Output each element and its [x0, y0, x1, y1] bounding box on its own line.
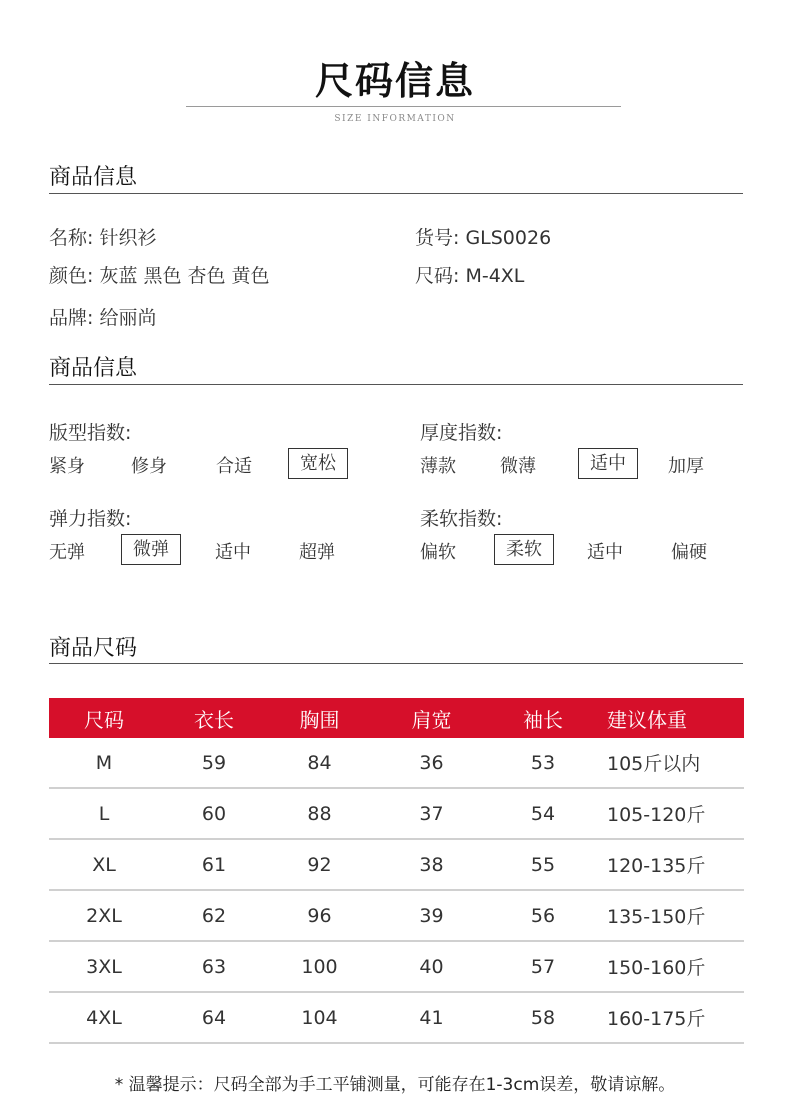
- table-cell: 54: [493, 788, 593, 839]
- title-divider: [186, 106, 621, 107]
- table-header-cell: 衣长: [159, 698, 269, 738]
- table-row: [49, 992, 744, 1043]
- product-sizes: 尺码: M-4XL: [415, 265, 525, 287]
- elasticity-option-selected: 微弹: [121, 534, 181, 565]
- fit-option: 修身: [131, 456, 167, 477]
- table-cell: 105-120斤: [593, 788, 744, 839]
- fit-option: 合适: [216, 456, 252, 477]
- section-title-size-table: 商品尺码: [49, 636, 138, 661]
- product-colors: 颜色: 灰蓝 黑色 杏色 黄色: [49, 265, 270, 287]
- table-cell: L: [49, 788, 159, 839]
- product-item-no: 货号: GLS0026: [415, 227, 552, 249]
- table-cell: 55: [493, 839, 593, 890]
- table-row: [49, 788, 744, 839]
- page-subtitle: SIZE INFORMATION: [334, 114, 456, 124]
- table-cell: 36: [370, 738, 493, 788]
- table-header-row: [49, 698, 744, 738]
- table-cell: 84: [269, 738, 370, 788]
- table-cell: 120-135斤: [593, 839, 744, 890]
- thickness-index-label: 厚度指数:: [420, 422, 503, 444]
- softness-option: 适中: [587, 542, 623, 563]
- table-cell: 58: [493, 992, 593, 1043]
- table-cell: 150-160斤: [593, 941, 744, 992]
- table-header-cell: 尺码: [49, 698, 159, 738]
- elasticity-option: 无弹: [49, 542, 85, 563]
- section-divider: [49, 193, 743, 194]
- table-row: [49, 738, 744, 788]
- product-name: 名称: 针织衫: [49, 227, 157, 249]
- table-cell: 61: [159, 839, 269, 890]
- table-cell: XL: [49, 839, 159, 890]
- softness-option: 偏硬: [671, 542, 707, 563]
- table-cell: 40: [370, 941, 493, 992]
- table-cell: 2XL: [49, 890, 159, 941]
- table-cell: 104: [269, 992, 370, 1043]
- table-cell: 100: [269, 941, 370, 992]
- table-cell: 62: [159, 890, 269, 941]
- table-cell: 160-175斤: [593, 992, 744, 1043]
- table-cell: M: [49, 738, 159, 788]
- table-cell: 3XL: [49, 941, 159, 992]
- fit-option: 紧身: [49, 456, 85, 477]
- elasticity-option: 适中: [215, 542, 251, 563]
- measurement-note: * 温馨提示：尺码全部为手工平铺测量，可能存在1-3cm误差，敬请谅解。: [114, 1075, 676, 1095]
- table-header-cell: 袖长: [493, 698, 593, 738]
- thickness-option: 微薄: [500, 456, 536, 477]
- table-row: [49, 941, 744, 992]
- softness-option: 偏软: [420, 542, 456, 563]
- size-table: [49, 698, 744, 1044]
- table-cell: 96: [269, 890, 370, 941]
- fit-option-selected: 宽松: [288, 448, 348, 479]
- table-cell: 37: [370, 788, 493, 839]
- table-cell: 57: [493, 941, 593, 992]
- page-title: 尺码信息: [314, 59, 475, 103]
- table-row: [49, 839, 744, 890]
- softness-index-label: 柔软指数:: [420, 508, 503, 530]
- table-header-cell: 肩宽: [370, 698, 493, 738]
- table-cell: 56: [493, 890, 593, 941]
- fit-index-label: 版型指数:: [49, 422, 132, 444]
- section-title-product-info: 商品信息: [49, 165, 138, 190]
- softness-option-selected: 柔软: [494, 534, 554, 565]
- elasticity-option: 超弹: [299, 542, 335, 563]
- table-row: [49, 890, 744, 941]
- section-divider: [49, 663, 743, 664]
- table-cell: 88: [269, 788, 370, 839]
- table-cell: 60: [159, 788, 269, 839]
- table-cell: 53: [493, 738, 593, 788]
- table-cell: 64: [159, 992, 269, 1043]
- table-cell: 39: [370, 890, 493, 941]
- table-cell: 92: [269, 839, 370, 890]
- section-title-indices: 商品信息: [49, 356, 138, 381]
- table-cell: 105斤以内: [593, 738, 744, 788]
- table-cell: 63: [159, 941, 269, 992]
- table-cell: 59: [159, 738, 269, 788]
- thickness-option-selected: 适中: [578, 448, 638, 479]
- table-cell: 4XL: [49, 992, 159, 1043]
- thickness-option: 薄款: [420, 456, 456, 477]
- elasticity-index-label: 弹力指数:: [49, 508, 132, 530]
- section-divider: [49, 384, 743, 385]
- table-header-cell: 胸围: [269, 698, 370, 738]
- thickness-option: 加厚: [668, 456, 704, 477]
- table-cell: 135-150斤: [593, 890, 744, 941]
- product-brand: 品牌: 给丽尚: [49, 307, 157, 329]
- table-header-cell: 建议体重: [593, 698, 744, 738]
- table-cell: 41: [370, 992, 493, 1043]
- table-cell: 38: [370, 839, 493, 890]
